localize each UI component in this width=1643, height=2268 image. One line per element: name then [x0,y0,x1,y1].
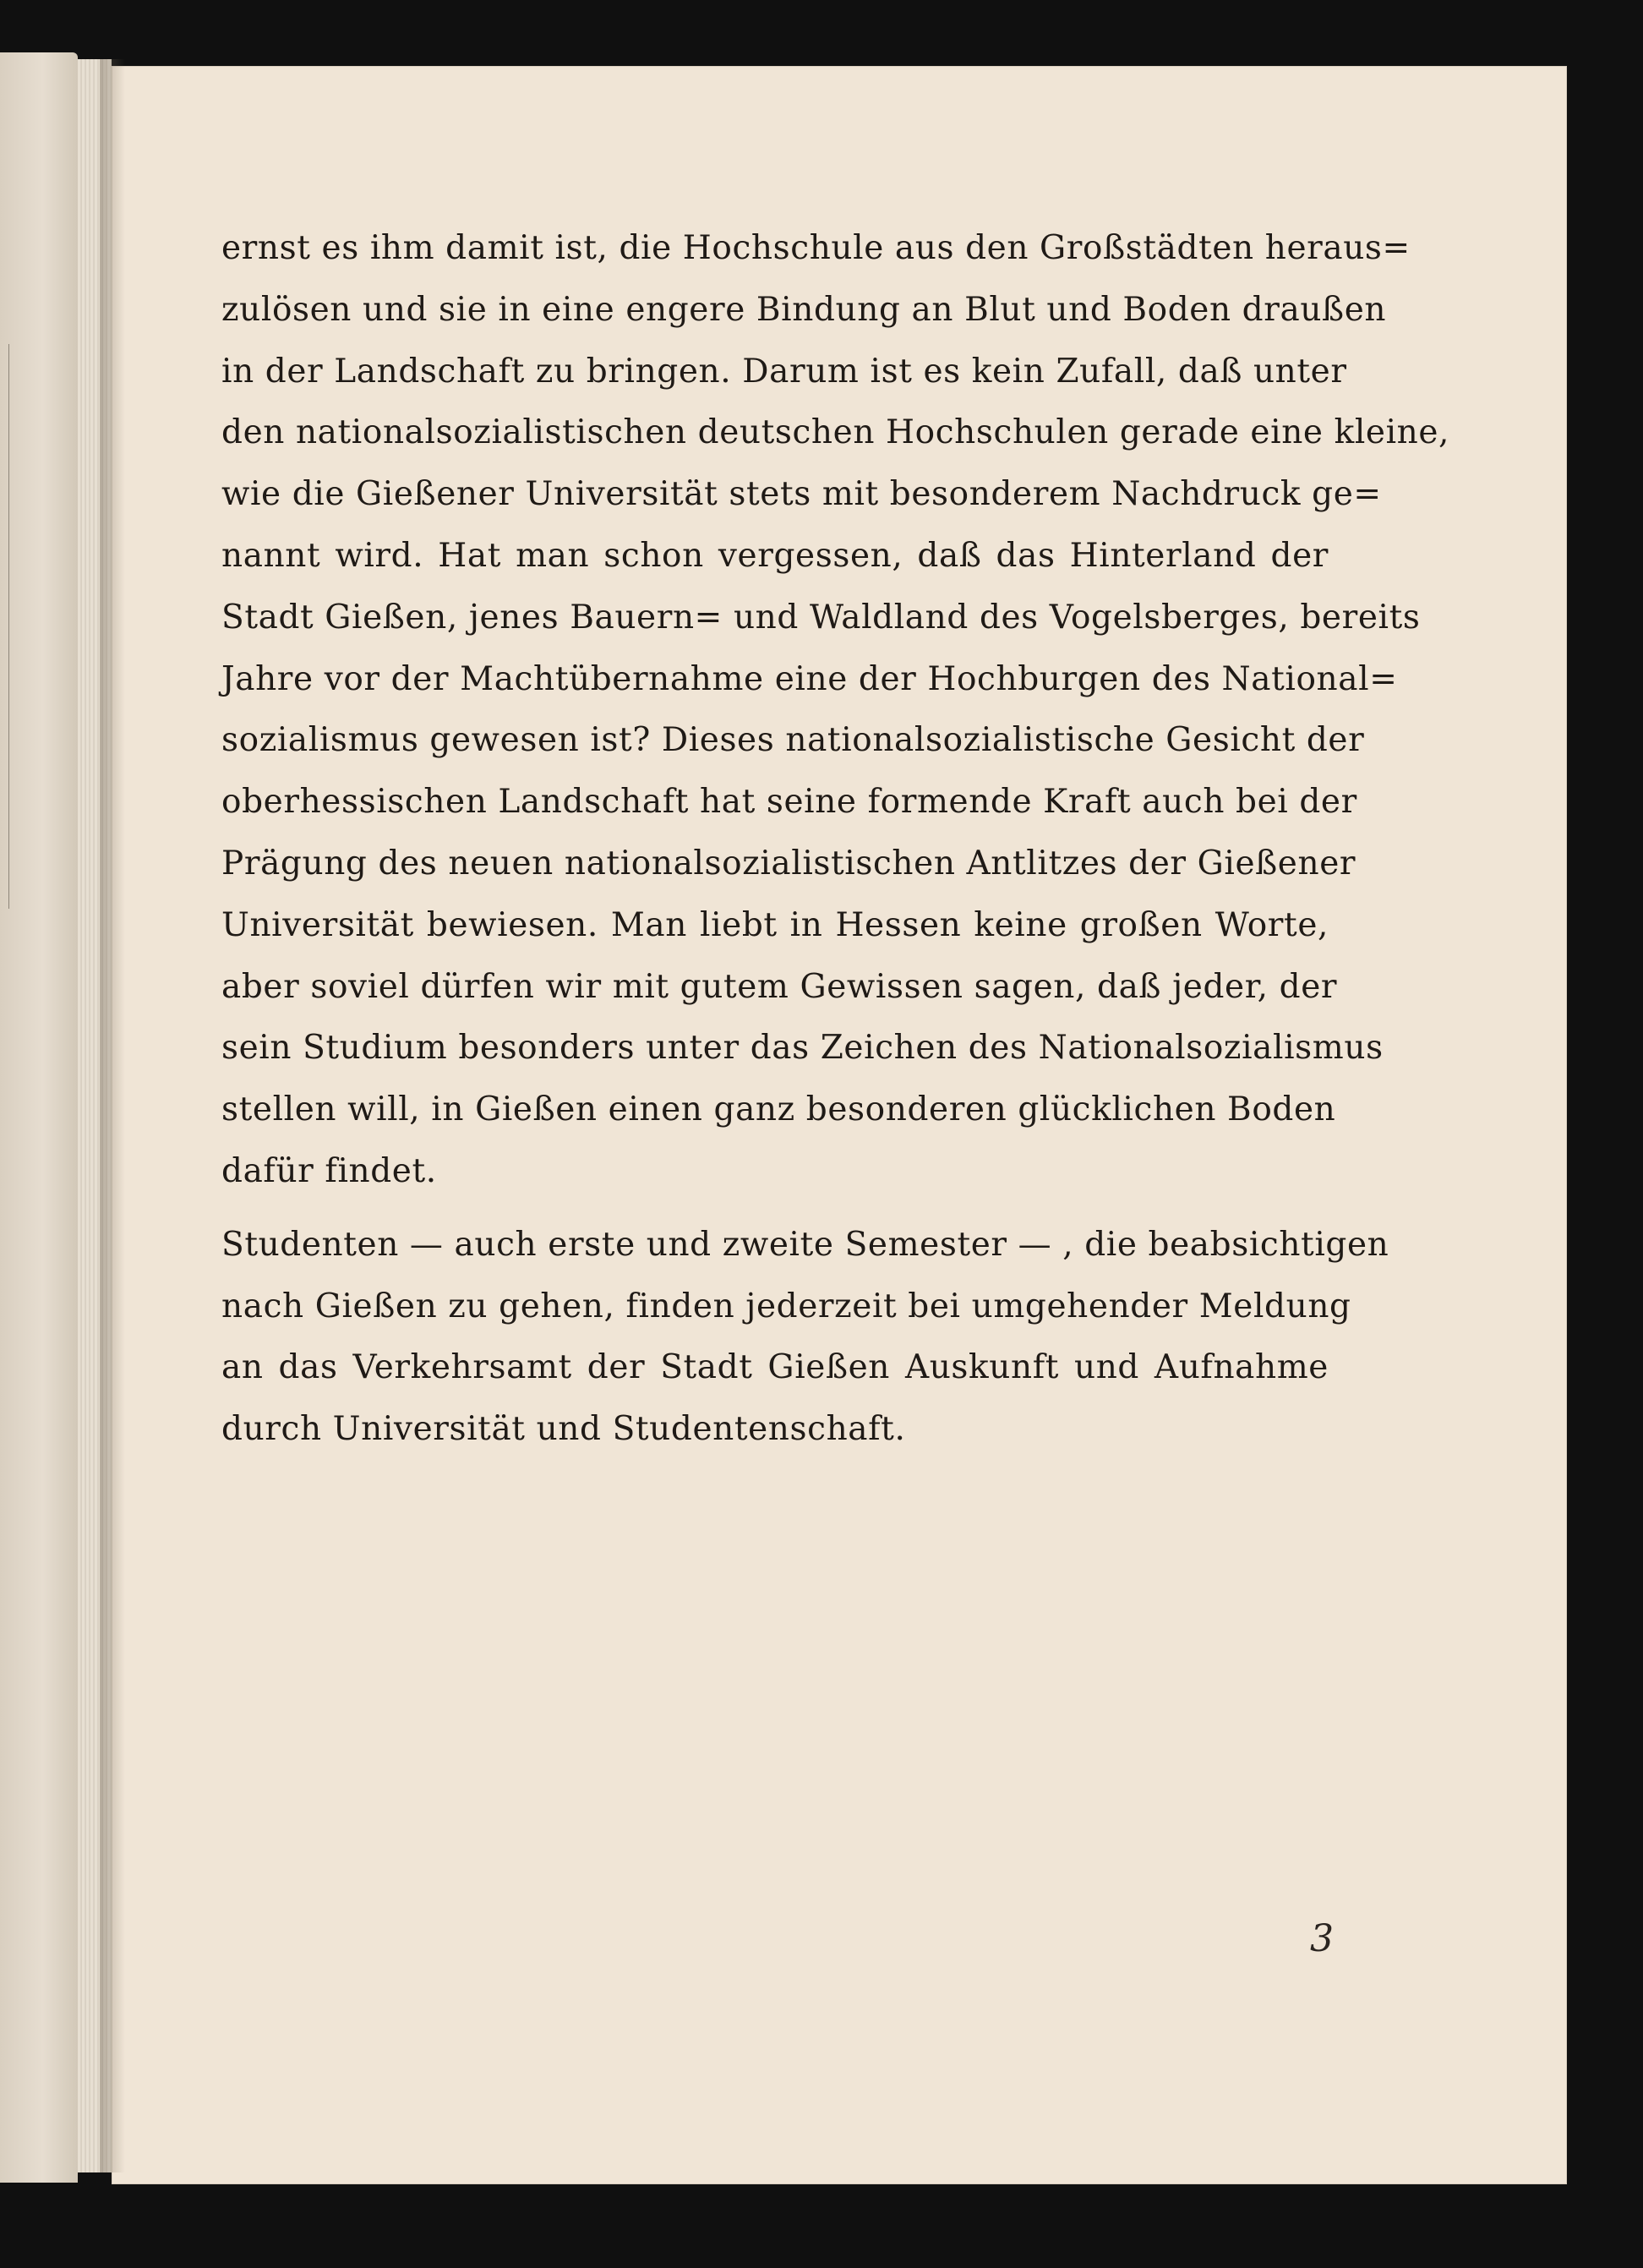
text-line: wie die Gießener Universität stets mit besonderem Nachdruck ge= [221,475,1382,514]
text-line: an das Verkehrsamt der Stadt Gießen Auskunft und Aufnahme [221,1348,1329,1387]
previous-page-rule [0,344,9,909]
text-line: ernst es ihm damit ist, die Hochschule aus den Großstädten heraus= [221,229,1411,267]
paragraph-1 [221,218,1450,1203]
text-line: Jahre vor der Machtübernahme eine der Hochburgen des National= [221,659,1398,698]
page-number: 3 [1310,1917,1334,1960]
text-line: nannt wird. Hat man schon vergessen, daß das Hinterland der [221,536,1329,575]
text-line: zulösen und sie in eine engere Bindung an Blut und Boden draußen [221,290,1387,329]
text-line: in der Landschaft zu bringen. Darum ist es kein Zufall, daß unter [221,352,1347,391]
text-line: aber soviel dürfen wir mit gutem Gewissen sagen, daß jeder, der [221,967,1338,1006]
book-page [112,66,1567,2184]
previous-page-edge [0,52,78,2183]
text-line: dafür findet. [221,1151,437,1190]
text-line: Prägung des neuen nationalsozialistischen Antlitzes der Gießener [221,844,1356,883]
paragraph-2 [221,1215,1389,1461]
text-line: Stadt Gießen, jenes Bauern= und Waldland des Vogelsberges, bereits [221,598,1421,637]
text-line: oberhessischen Landschaft hat seine formende Kraft auch bei der [221,783,1357,822]
text-line: den nationalsozialistischen deutschen Hochschulen gerade eine kleine, [221,413,1450,452]
text-line: stellen will, in Gießen einen ganz besonderen glücklichen Boden [221,1090,1336,1129]
text-line: Studenten — auch erste und zweite Semester — , die beabsichtigen [221,1225,1389,1264]
text-line: durch Universität und Studentenschaft. [221,1410,906,1449]
text-line: sozialismus gewesen ist? Dieses nationalsozialistische Gesicht der [221,721,1365,760]
body-text [221,218,1450,1461]
gutter-shadow [100,59,125,2172]
text-line: Universität bewiesen. Man liebt in Hessen keine großen Worte, [221,905,1329,944]
text-line: sein Studium besonders unter das Zeichen des Nationalsozialismus [221,1029,1384,1068]
text-line: nach Gießen zu gehen, finden jederzeit bei umgehender Meldung [221,1287,1351,1325]
